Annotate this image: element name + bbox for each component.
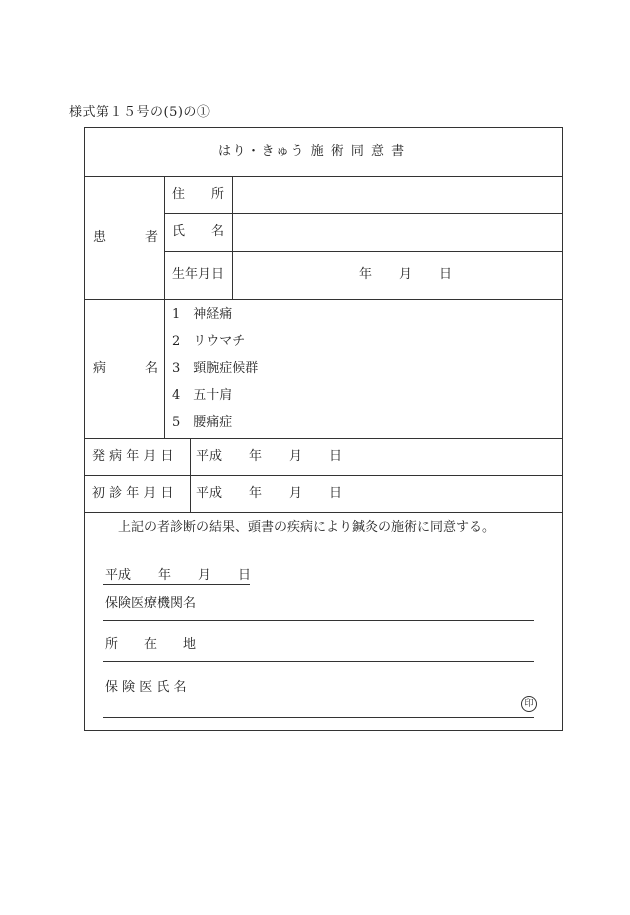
disease-item: 4 五十肩: [172, 388, 233, 403]
first-visit-era: 平成: [196, 486, 223, 501]
divider: [164, 176, 165, 438]
divider: [190, 438, 191, 512]
institution-underline: [103, 620, 534, 621]
divider: [164, 251, 563, 252]
signature-date-era: 平成: [105, 568, 132, 583]
first-visit-date-label: 初 診 年 月 日: [92, 486, 174, 501]
divider: [84, 176, 563, 177]
disease-item: 3 頸腕症候群: [172, 361, 259, 376]
patient-label: 患 者: [93, 230, 159, 245]
onset-day: 日: [329, 449, 343, 464]
first-visit-month: 月: [289, 486, 303, 501]
location-underline: [103, 661, 534, 662]
location-label: 所 在 地: [105, 637, 197, 652]
divider: [164, 213, 563, 214]
disease-label: 病 名: [93, 361, 159, 376]
institution-label: 保険医療機関名: [105, 596, 197, 611]
onset-month: 月: [289, 449, 303, 464]
divider: [84, 438, 563, 439]
divider: [84, 299, 563, 300]
name-label: 氏 名: [172, 224, 225, 239]
disease-item: 5 腰痛症: [172, 415, 233, 430]
birthdate-year: 年: [359, 267, 373, 282]
consent-statement: 上記の者診断の結果、頭書の疾病により鍼灸の施術に同意する。: [118, 520, 496, 535]
divider: [232, 176, 233, 299]
onset-year: 年: [249, 449, 263, 464]
signature-date-day: 日: [238, 568, 252, 583]
doctor-name-label: 保 険 医 氏 名: [105, 680, 187, 695]
signature-date-year: 年: [158, 568, 172, 583]
signature-date-underline: [103, 584, 250, 585]
onset-date-label: 発 病 年 月 日: [92, 449, 174, 464]
disease-item: 2 リウマチ: [172, 334, 246, 349]
form-title: はり・きゅう 施 術 同 意 書: [218, 144, 406, 159]
onset-era: 平成: [196, 449, 223, 464]
doctor-name-underline: [103, 717, 534, 718]
signature-date-month: 月: [198, 568, 212, 583]
birthdate-day: 日: [439, 267, 453, 282]
birthdate-month: 月: [399, 267, 413, 282]
divider: [84, 475, 563, 476]
first-visit-day: 日: [329, 486, 343, 501]
disease-item: 1 神経痛: [172, 307, 233, 322]
divider: [84, 512, 563, 513]
first-visit-year: 年: [249, 486, 263, 501]
form-number: 様式第１５号の(5)の①: [69, 105, 211, 120]
address-label: 住 所: [172, 187, 225, 202]
seal-mark: 印: [521, 696, 537, 712]
birthdate-label: 生年月日: [172, 267, 225, 282]
